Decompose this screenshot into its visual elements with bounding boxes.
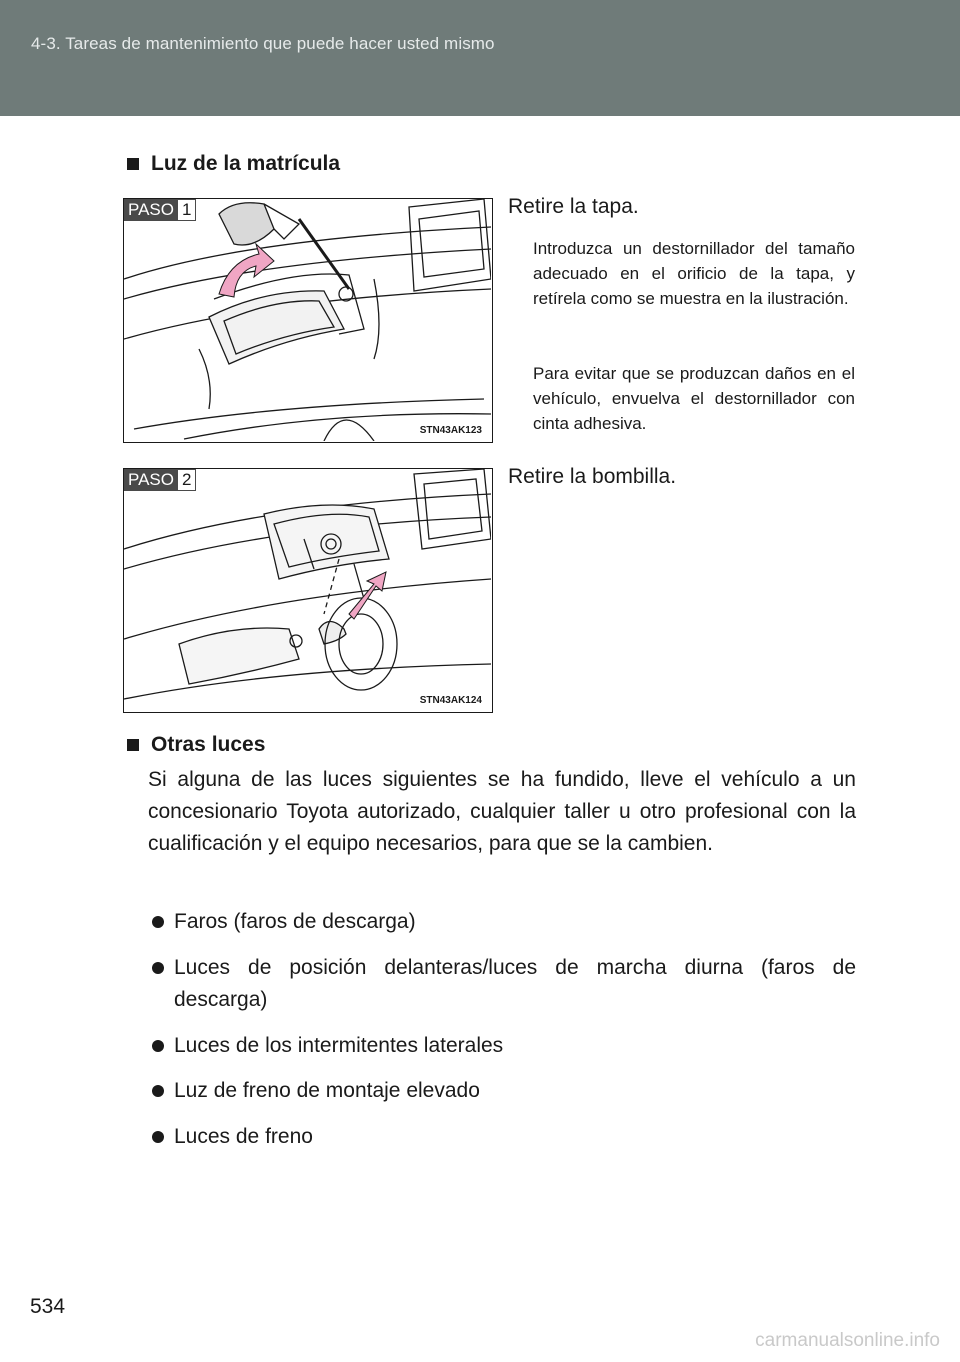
paso-label: PASO: [124, 199, 177, 221]
list-item-text: Luces de posición delanteras/luces de marcha diurna (faros de descarga): [174, 956, 856, 1011]
step-1-caution: Para evitar que se produzcan daños en el vehículo, envuelva el destornillador con cinta adhesiva.: [533, 364, 855, 433]
step-2-heading: Retire la bombilla.: [508, 465, 677, 488]
section-title-license-light: [127, 152, 340, 176]
list-item-text: Luz de freno de montaje elevado: [174, 1079, 480, 1102]
other-lights-intro: Si alguna de las luces siguientes se ha fundido, lleve el vehículo a un concesionario Toyota autorizado, cualquier taller u otro profesional con la cualificación y el equipo necesarios, para que se la cambien.: [148, 768, 856, 855]
list-item: [152, 906, 856, 938]
section-title-text: Luz de la matrícula: [151, 152, 341, 175]
license-cover-removal-illustration: [124, 199, 491, 441]
square-bullet-icon: [127, 739, 139, 751]
bulb-removal-illustration: [124, 469, 491, 711]
list-item-text: Faros (faros de descarga): [174, 910, 416, 933]
list-item-text: Luces de freno: [174, 1125, 313, 1148]
list-item-text: Luces de los intermitentes laterales: [174, 1034, 504, 1057]
paso-badge-2: [124, 469, 196, 491]
square-bullet-icon: [127, 158, 139, 170]
page-number: 534: [30, 1295, 66, 1318]
section-title-text: Otras luces: [151, 733, 266, 756]
bullet-icon: [152, 952, 174, 1016]
step-1-heading: Retire la tapa.: [508, 195, 639, 218]
bullet-icon: [152, 1075, 174, 1107]
figure-step-2: [123, 468, 493, 713]
figure-code: STN43AK124: [419, 695, 482, 706]
header-band: [0, 0, 960, 116]
bullet-icon: [152, 1030, 174, 1062]
paso-badge-1: [124, 199, 196, 221]
paso-number: 1: [177, 199, 196, 221]
list-item: [152, 1121, 856, 1153]
figure-code: STN43AK123: [419, 425, 482, 436]
paso-number: 2: [177, 469, 196, 491]
chapter-header: 4-3. Tareas de mantenimiento que puede hacer usted mismo: [31, 34, 495, 53]
step-1-instruction: Introduzca un destornillador del tamaño adecuado en el orificio de la tapa, y retírela como se muestra en la ilustración.: [533, 239, 855, 308]
paso-label: PASO: [124, 469, 177, 491]
figure-step-1: [123, 198, 493, 443]
list-item: [152, 1030, 856, 1062]
section-title-other-lights: [127, 733, 265, 757]
list-item: [152, 1075, 856, 1107]
watermark: carmanualsonline.info: [755, 1330, 940, 1351]
bullet-icon: [152, 1121, 174, 1153]
bullet-icon: [152, 906, 174, 938]
list-item: [152, 952, 856, 1016]
